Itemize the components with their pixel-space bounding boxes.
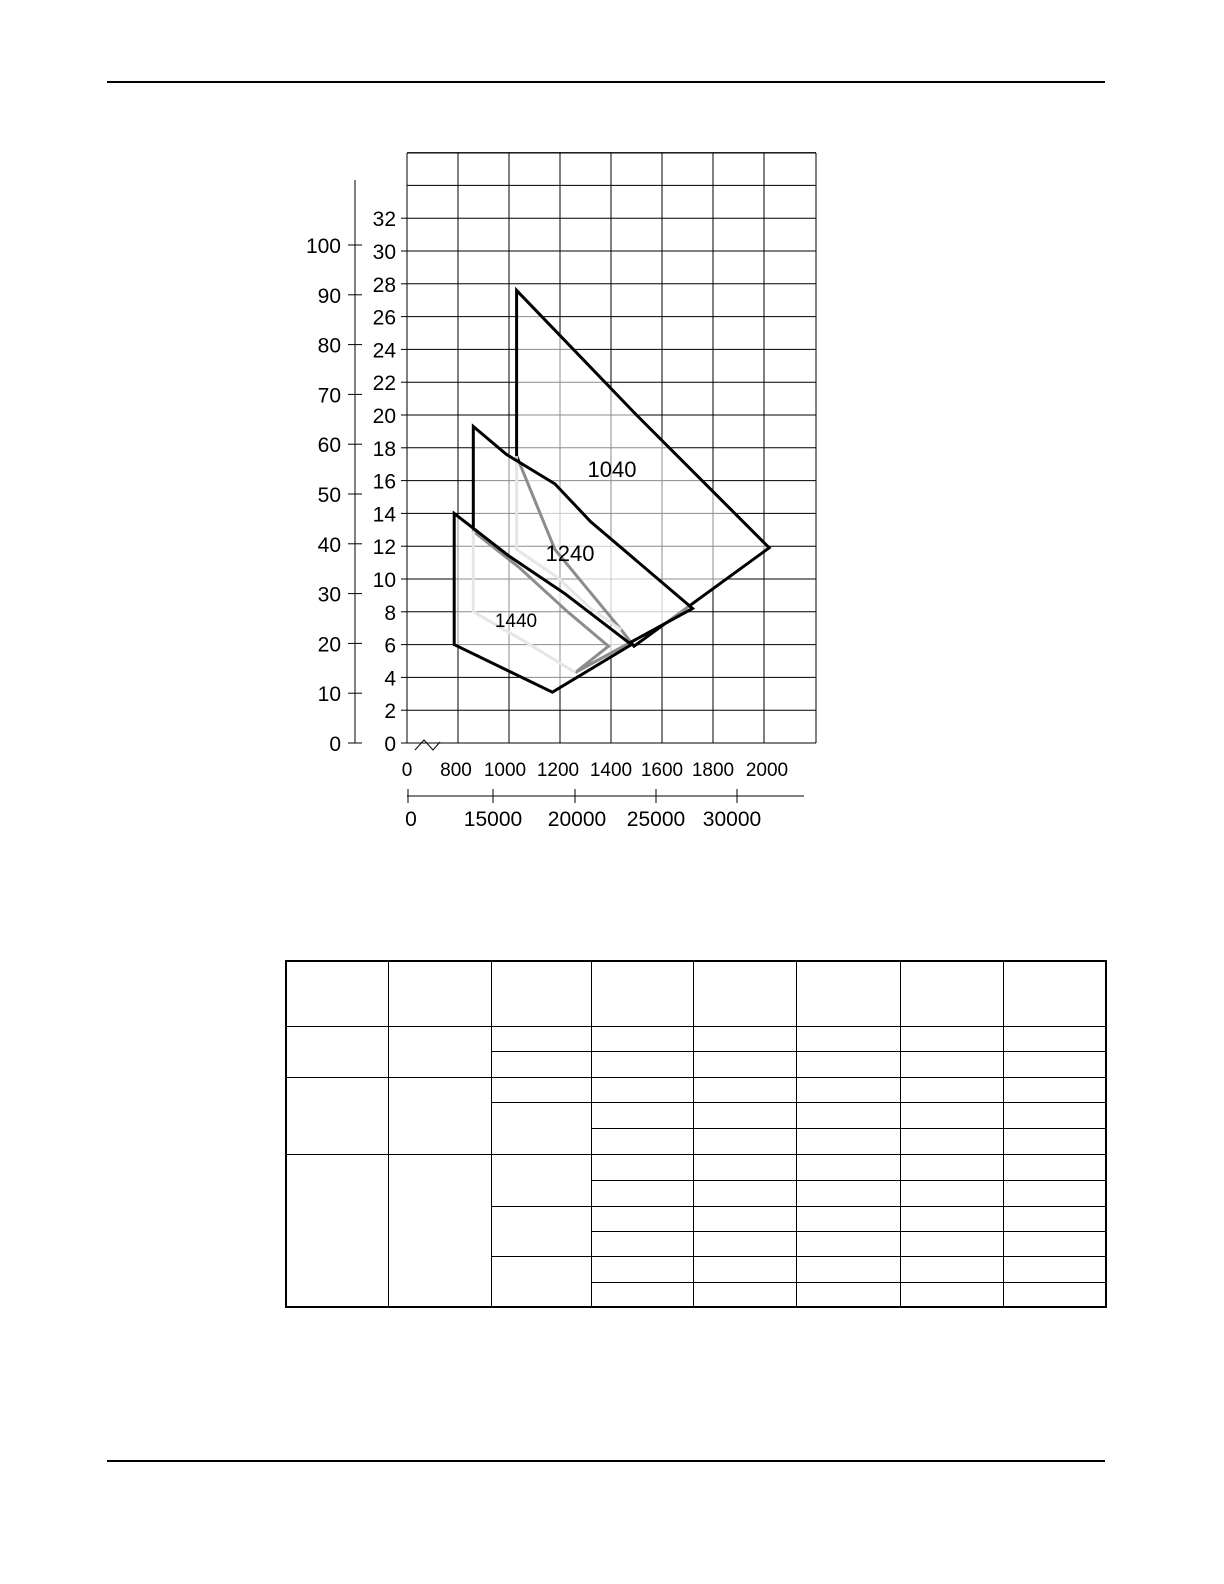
table-cell	[1003, 1154, 1106, 1180]
table-header-row	[286, 961, 1106, 1026]
table-cell	[900, 1128, 1003, 1154]
table-cell	[796, 1206, 900, 1231]
table-cell	[693, 1102, 796, 1128]
table-cell	[591, 1282, 693, 1307]
table-cell	[900, 1231, 1003, 1256]
table-cell	[286, 1077, 388, 1154]
table-cell	[796, 1051, 900, 1077]
region-label-1040: 1040	[587, 457, 637, 482]
y-inner-tick-label: 18	[372, 437, 396, 461]
x-lower-tick-label: 15000	[463, 808, 523, 831]
table-header-cell	[796, 961, 900, 1026]
table-cell	[591, 1180, 693, 1206]
y-inner-tick-label: 28	[372, 273, 396, 297]
table-cell	[693, 1206, 796, 1231]
y-outer-tick-label: 50	[317, 484, 341, 507]
x-lower-tick-label: 0	[405, 808, 417, 831]
y-outer-tick-label: 0	[329, 733, 341, 756]
table-cell	[591, 1051, 693, 1077]
table-cell	[1003, 1051, 1106, 1077]
table-cell	[693, 1154, 796, 1180]
table-cell	[491, 1026, 591, 1051]
y-outer-tick-label: 70	[317, 384, 341, 408]
y-inner-tick-label: 20	[372, 405, 396, 428]
table-cell	[900, 1051, 1003, 1077]
table-cell	[1003, 1026, 1106, 1051]
y-inner-tick-label: 30	[372, 241, 396, 264]
table-cell	[591, 1077, 693, 1102]
y-inner-tick-label: 12	[372, 536, 396, 560]
table-header-cell	[1003, 961, 1106, 1026]
table-cell	[491, 1256, 591, 1307]
region-label-1240: 1240	[545, 541, 595, 566]
y-inner-tick-label: 6	[384, 634, 396, 658]
table-header-cell	[693, 961, 796, 1026]
table-cell	[591, 1154, 693, 1180]
x-top-tick-label: 800	[440, 760, 472, 781]
table-cell	[693, 1077, 796, 1102]
x-lower-tick-label: 30000	[702, 808, 762, 831]
table-cell	[796, 1102, 900, 1128]
table-cell	[1003, 1102, 1106, 1128]
table-cell	[591, 1102, 693, 1128]
table-cell	[900, 1154, 1003, 1180]
y-outer-tick-label: 60	[317, 434, 341, 458]
table-cell	[491, 1154, 591, 1206]
table-cell	[900, 1026, 1003, 1051]
x-lower-tick-label: 25000	[626, 808, 686, 831]
y-outer-tick-label: 20	[317, 633, 341, 657]
x-top-tick-label: 1800	[691, 760, 735, 781]
table-cell	[1003, 1206, 1106, 1231]
table-cell	[900, 1256, 1003, 1282]
table-header-cell	[591, 961, 693, 1026]
table-cell	[693, 1026, 796, 1051]
table-cell	[1003, 1282, 1106, 1307]
table-row	[286, 1077, 1106, 1102]
y-inner-tick-label: 24	[372, 339, 396, 363]
table-header-cell	[900, 961, 1003, 1026]
table-cell	[796, 1180, 900, 1206]
x-lower-tick-label: 20000	[547, 808, 607, 831]
table-cell	[286, 1154, 388, 1307]
table-cell	[491, 1051, 591, 1077]
table-cell	[796, 1128, 900, 1154]
table-cell	[286, 1026, 388, 1077]
table-cell	[388, 1077, 491, 1154]
table-cell	[900, 1102, 1003, 1128]
table-cell	[491, 1206, 591, 1256]
table-cell	[1003, 1077, 1106, 1102]
table-cell	[1003, 1180, 1106, 1206]
table-cell	[900, 1077, 1003, 1102]
table-cell	[693, 1051, 796, 1077]
region-label-1440: 1440	[494, 611, 538, 632]
axis-break-mark	[415, 740, 440, 750]
y-inner-tick-label: 32	[372, 208, 396, 232]
table-cell	[388, 1154, 491, 1307]
table-cell	[693, 1128, 796, 1154]
table-cell	[796, 1026, 900, 1051]
table-cell	[591, 1256, 693, 1282]
table-cell	[491, 1077, 591, 1102]
y-inner-tick-label: 22	[372, 372, 396, 396]
y-inner-tick-label: 4	[384, 667, 396, 691]
y-inner-tick-label: 14	[372, 503, 396, 527]
table-row	[286, 1026, 1106, 1051]
x-top-tick-label: 1600	[640, 760, 684, 781]
x-top-tick-label: 1400	[589, 760, 633, 781]
table-cell	[388, 1026, 491, 1077]
y-inner-tick-label: 16	[372, 470, 396, 494]
table-cell	[796, 1154, 900, 1180]
table-cell	[693, 1282, 796, 1307]
y-inner-tick-label: 10	[372, 569, 396, 592]
table-cell	[491, 1102, 591, 1154]
y-outer-tick-label: 90	[317, 284, 341, 308]
y-inner-tick-label: 26	[372, 306, 396, 330]
y-inner-tick-label: 8	[384, 601, 396, 625]
y-outer-tick-label: 80	[317, 334, 341, 358]
y-outer-tick-label: 10	[317, 683, 341, 707]
spec-table	[285, 960, 1107, 1308]
table-cell	[900, 1180, 1003, 1206]
x-top-tick-label: 0	[401, 760, 413, 781]
table-cell	[591, 1231, 693, 1256]
table-row	[286, 1154, 1106, 1180]
table-cell	[796, 1231, 900, 1256]
table-cell	[796, 1256, 900, 1282]
table-cell	[1003, 1128, 1106, 1154]
table-cell	[1003, 1256, 1106, 1282]
table-cell	[591, 1128, 693, 1154]
y-inner-tick-label: 0	[384, 733, 396, 756]
y-outer-tick-label: 30	[317, 583, 341, 607]
x-top-tick-label: 1000	[483, 760, 527, 781]
y-outer-tick-label: 40	[317, 533, 341, 557]
y-outer-tick-label: 100	[305, 235, 341, 258]
table-cell	[591, 1206, 693, 1231]
table-header-cell	[388, 961, 491, 1026]
table-cell	[900, 1206, 1003, 1231]
footer-rule	[107, 1460, 1105, 1462]
table-cell	[900, 1282, 1003, 1307]
table-cell	[693, 1256, 796, 1282]
table-cell	[796, 1077, 900, 1102]
table-cell	[796, 1282, 900, 1307]
x-top-tick-label: 1200	[536, 760, 580, 781]
x-top-tick-label: 2000	[745, 760, 789, 781]
table-cell	[693, 1180, 796, 1206]
table-cell	[1003, 1231, 1106, 1256]
table-header-cell	[286, 961, 388, 1026]
table-cell	[591, 1026, 693, 1051]
table-cell	[693, 1231, 796, 1256]
table-header-cell	[491, 961, 591, 1026]
y-inner-tick-label: 2	[384, 700, 396, 724]
